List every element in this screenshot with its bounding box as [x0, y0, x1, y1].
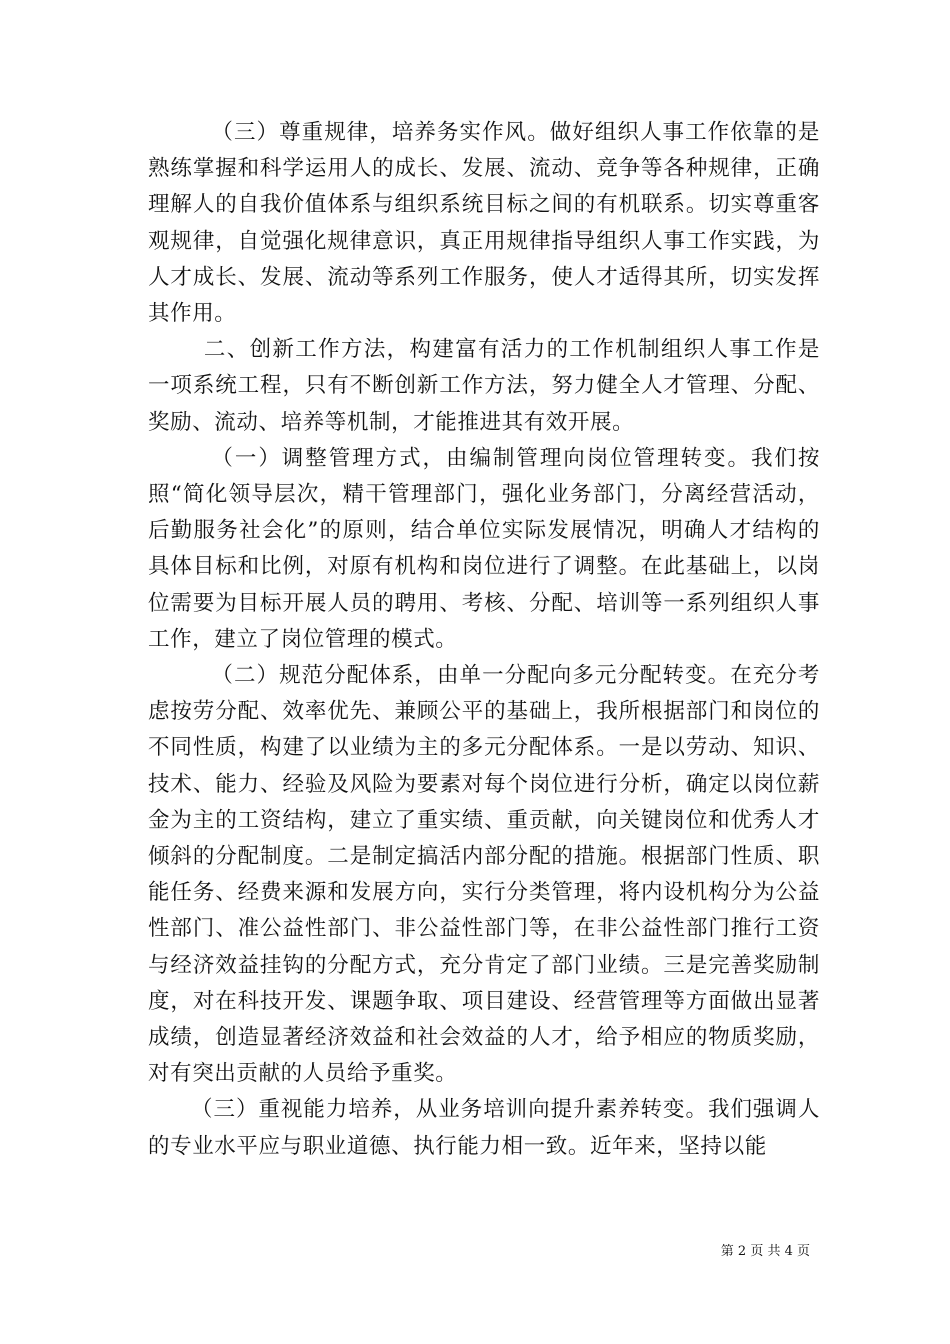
paragraph-ability-training: （三）重视能力培养，从业务培训向提升素养转变。我们强调人的专业水平应与职业道德、执行能力相一致。近年来，坚持以能	[148, 1097, 820, 1159]
paragraph-respect-laws: （三）尊重规律，培养务实作风。做好组织人事工作依靠的是熟练掌握和科学运用人的成长、发展、流动、竞争等各种规律，正确理解人的自我价值体系与组织系统目标之间的有机联系。切实尊重客观规律，自觉强化规律意识，真正用规律指导组织人事工作实践，为人才成长、发展、流动等系列工作服务，使人才适得其所，切实发挥其作用。	[148, 120, 820, 327]
document-body	[148, 115, 820, 1165]
paragraph-section-two-heading: 二、创新工作方法，构建富有活力的工作机制组织人事工作是一项系统工程，只有不断创新工作方法，努力健全人才管理、分配、奖励、流动、培养等机制，才能推进其有效开展。	[148, 337, 820, 435]
paragraph-adjust-management: （一）调整管理方式，由编制管理向岗位管理转变。我们按照“简化领导层次，精干管理部门，强化业务部门，分离经营活动，后勤服务社会化”的原则，结合单位实际发展情况，明确人才结构的具体目标和比例，对原有机构和岗位进行了调整。在此基础上，以岗位需要为目标开展人员的聘用、考核、分配、培训等一系列组织人事工作，建立了岗位管理的模式。	[148, 445, 820, 652]
page-number-footer: 第 2 页 共 4 页	[720, 1244, 810, 1259]
paragraph-standardize-distribution: （二）规范分配体系，由单一分配向多元分配转变。在充分考虑按劳分配、效率优先、兼顾公平的基础上，我所根据部门和岗位的不同性质，构建了以业绩为主的多元分配体系。一是以劳动、知识、技术、能力、经验及风险为要素对每个岗位进行分析，确定以岗位薪金为主的工资结构，建立了重实绩、重贡献，向关键岗位和优秀人才倾斜的分配制度。二是制定搞活内部分配的措施。根据部门性质、职能任务、经费来源和发展方向，实行分类管理，将内设机构分为公益性部门、准公益性部门、非公益性部门等，在非公益性部门推行工资与经济效益挂钩的分配方式，充分肯定了部门业绩。三是完善奖励制度，对在科技开发、课题争取、项目建设、经营管理等方面做出显著成绩，创造显著经济效益和社会效益的人才，给予相应的物质奖励，对有突出贡献的人员给予重奖。	[148, 663, 820, 1087]
